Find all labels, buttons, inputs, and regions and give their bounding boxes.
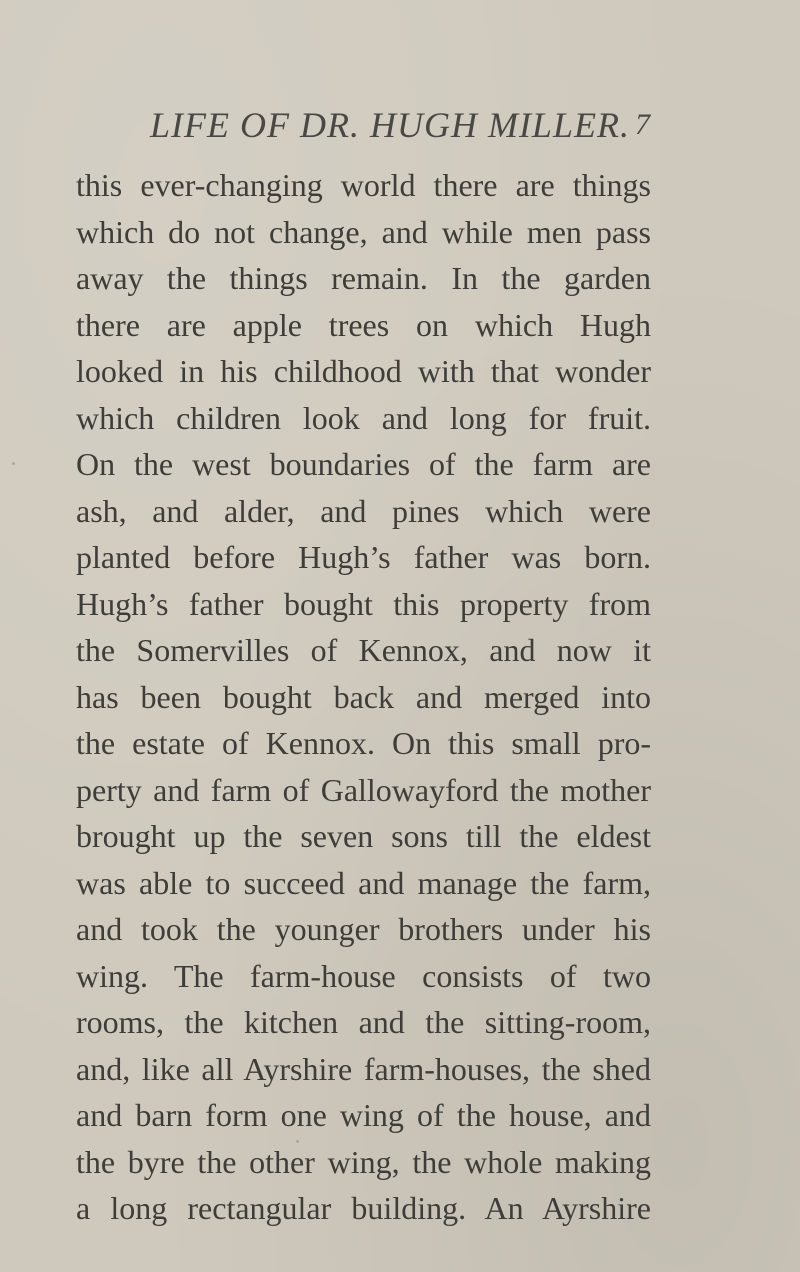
text-line: the estate of Kennox. On this small pro- — [76, 725, 651, 761]
text-line: has been bought back and merged into — [76, 678, 651, 715]
running-head — [150, 100, 650, 150]
text-line: On the west boundaries of the farm are — [76, 446, 651, 482]
page-number: 7 — [635, 108, 650, 141]
text-line: this ever-changing world there are things — [76, 167, 651, 203]
text-line: planted before Hugh’s father was born. — [76, 539, 651, 575]
text-line: ash, and alder, and pines which were — [76, 492, 651, 529]
text-line: rooms, the kitchen and the sitting-room, — [76, 1004, 651, 1040]
text-line: which children look and long for fruit. — [76, 399, 651, 436]
text-line: brought up the seven sons till the eldest — [76, 818, 651, 854]
text-line: looked in his childhood with that wonder — [76, 353, 651, 389]
paper-speck — [12, 462, 15, 465]
text-line: wing. The farm-house consists of two — [76, 957, 651, 994]
text-line: away the things remain. In the garden — [76, 260, 651, 296]
text-line: the byre the other wing, the whole making — [76, 1143, 651, 1180]
text-line: the Somervilles of Kennox, and now it — [76, 632, 651, 668]
text-line: there are apple trees on which Hugh — [76, 306, 651, 343]
text-line: and took the younger brothers under his — [76, 911, 651, 947]
text-line: Hugh’s father bought this property from — [76, 585, 651, 622]
text-line: and barn form one wing of the house, and — [76, 1097, 651, 1133]
text-line: a long rectangular building. An Ayrshire — [76, 1190, 651, 1226]
text-line: and, like all Ayrshire farm-houses, the shed — [76, 1050, 651, 1087]
text-line: was able to succeed and manage the farm, — [76, 864, 651, 901]
paper-speck — [296, 1140, 299, 1143]
running-title: LIFE OF DR. HUGH MILLER. — [150, 105, 630, 145]
text-line: perty and farm of Gallowayford the mother — [76, 771, 651, 808]
body-text — [76, 162, 651, 1232]
text-line: which do not change, and while men pass — [76, 213, 651, 250]
